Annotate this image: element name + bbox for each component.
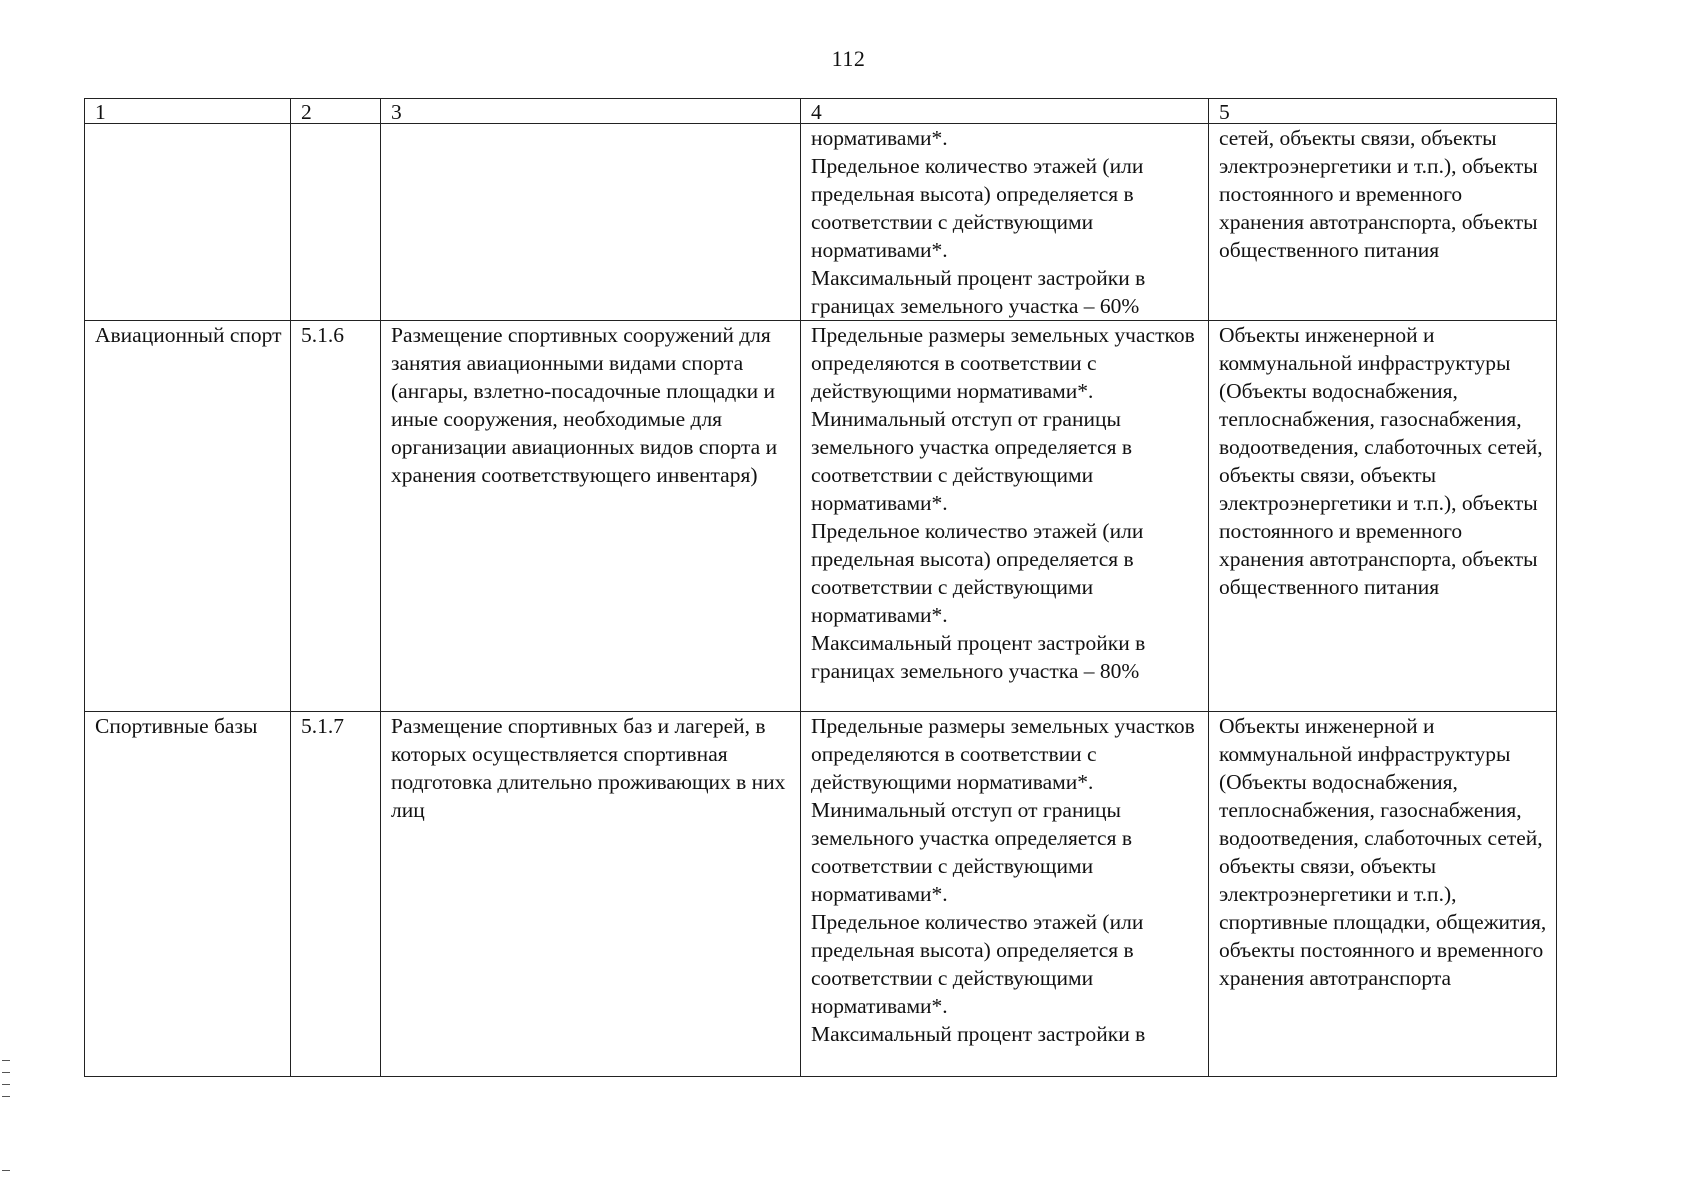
- scan-artifact: [2, 1072, 10, 1073]
- parameter-text: Максимальный процент застройки в границах земельного участка – 60%: [811, 266, 1146, 318]
- scan-artifact: [2, 1096, 10, 1097]
- column-header: 4: [801, 99, 1209, 124]
- column-header: 2: [291, 99, 381, 124]
- auxiliary-objects-cell: Объекты инженерной и коммунальной инфраструктуры (Объекты водоснабжения, теплоснабжения, газоснабжения, водоотведения, слаботочных сетей, объекты связи, объекты электроэнергетики и т.п.), спортивные площадки, общежития, объекты постоянного и временного хранения автотранспорта: [1209, 712, 1557, 1077]
- use-type-cell: [85, 124, 291, 321]
- table-row: [85, 124, 1557, 321]
- parameter-text: Минимальный отступ от границы земельного участка определяется в соответствии с действующими нормативами*.: [811, 407, 1132, 515]
- scan-artifact: [2, 1084, 10, 1085]
- parameter-text: Предельное количество этажей (или предельная высота) определяется в соответствии с действующими нормативами*.: [811, 910, 1144, 1018]
- use-code-cell: 5.1.7: [291, 712, 381, 1077]
- column-header: 1: [85, 99, 291, 124]
- parameters-cell: [801, 712, 1209, 1077]
- use-description-cell: [381, 124, 801, 321]
- auxiliary-objects-cell: Объекты инженерной и коммунальной инфраструктуры (Объекты водоснабжения, теплоснабжения, газоснабжения, водоотведения, слаботочных сетей, объекты связи, объекты электроэнергетики и т.п.), объекты постоянного и временного хранения автотранспорта, объекты общественного питания: [1209, 321, 1557, 712]
- parameter-text: Предельное количество этажей (или предельная высота) определяется в соответствии с действующими нормативами*.: [811, 154, 1144, 262]
- parameter-text: Минимальный отступ от границы земельного участка определяется в соответствии с действующими нормативами*.: [811, 798, 1132, 906]
- use-description-cell: Размещение спортивных сооружений для занятия авиационными видами спорта (ангары, взлетно-посадочные площадки и иные сооружения, необходимые для организации авиационных видов спорта и хранения соответствующего инвентаря): [381, 321, 801, 712]
- auxiliary-objects-cell: сетей, объекты связи, объекты электроэнергетики и т.п.), объекты постоянного и временного хранения автотранспорта, объекты общественного питания: [1209, 124, 1557, 321]
- parameter-text: Максимальный процент застройки в границах земельного участка – 80%: [811, 631, 1146, 683]
- parameters-cell: [801, 124, 1209, 321]
- parameter-text: Предельные размеры земельных участков определяются в соответствии с действующими нормативами*.: [811, 714, 1195, 794]
- use-code-cell: 5.1.6: [291, 321, 381, 712]
- table-row: [85, 321, 1557, 712]
- page-number: 112: [831, 46, 866, 71]
- parameter-text: нормативами*.: [811, 126, 948, 150]
- use-code-cell: [291, 124, 381, 321]
- parameter-text: Максимальный процент застройки в: [811, 1022, 1146, 1046]
- use-description-cell: Размещение спортивных баз и лагерей, в которых осуществляется спортивная подготовка длительно проживающих в них лиц: [381, 712, 801, 1077]
- column-header: 3: [381, 99, 801, 124]
- use-type-cell: Авиационный спорт: [85, 321, 291, 712]
- parameter-text: Предельные размеры земельных участков определяются в соответствии с действующими нормативами*.: [811, 323, 1195, 403]
- land-use-table: [84, 98, 1557, 1077]
- use-type-cell: Спортивные базы: [85, 712, 291, 1077]
- scan-artifact: [2, 1170, 10, 1171]
- parameters-cell: [801, 321, 1209, 712]
- table-header-row: [85, 99, 1557, 124]
- scan-artifact: [2, 1060, 10, 1061]
- column-header: 5: [1209, 99, 1557, 124]
- parameter-text: Предельное количество этажей (или предельная высота) определяется в соответствии с действующими нормативами*.: [811, 519, 1144, 627]
- table-row: [85, 712, 1557, 1077]
